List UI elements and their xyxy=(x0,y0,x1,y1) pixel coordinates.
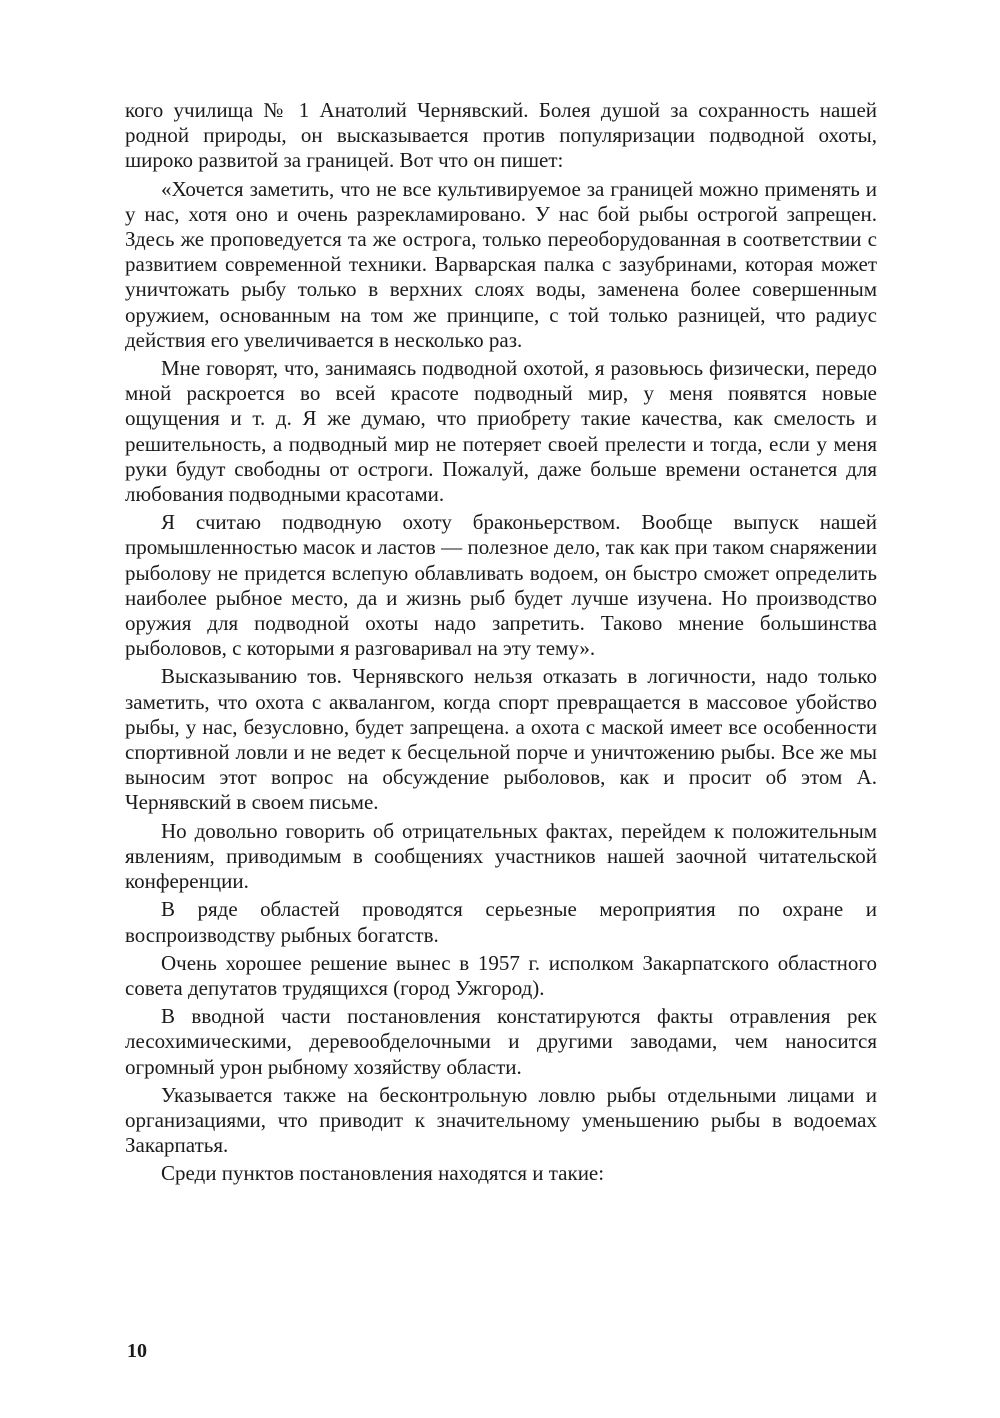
paragraph-8: Очень хорошее решение вынес в 1957 г. исполком Закарпатского областного совета депутатов трудящихся (город Ужгород). xyxy=(125,950,877,1000)
paragraph-2: «Хочется заметить, что не все культивируемое за границей можно применять и у нас, хотя оно и очень разрекламировано. У нас бой рыбы острогой запрещен. Здесь же проповедуется та же острога, только переоборудованная в соответствии с развитием современной техники. Варварская палка с зазубринами, которая может уничтожать рыбу только в верхних слоях воды, заменена более совершенным оружием, основанным на том же принципе, с той только разницей, что радиус действия его увеличивается в несколько раз. xyxy=(125,176,877,352)
paragraph-9: В вводной части постановления констатируются факты отравления рек лесохимическими, деревообделочными и другими заводами, чем наносится огромный урон рыбному хозяйству области. xyxy=(125,1004,877,1079)
paragraph-5: Высказыванию тов. Чернявского нельзя отказать в логичности, надо только заметить, что охота с аквалангом, когда спорт превращается в массовое убойство рыбы, у нас, безусловно, будет запрещена. а охота с маской имеет все особенности спортивной ловли и не ведет к бесцельной порче и уничтожению рыбы. Все же мы выносим этот вопрос на обсуждение рыболовов, как и просит об этом А. Чернявский в своем письме. xyxy=(125,664,877,815)
paragraph-11: Среди пунктов постановления находятся и такие: xyxy=(161,1161,605,1186)
paragraph-10: Указывается также на бесконтрольную ловлю рыбы отдельными лицами и организациями, что приводит к значительному уменьшению рыбы в водоемах Закарпатья. xyxy=(125,1082,877,1158)
page-number: 10 xyxy=(127,1340,147,1362)
paragraph-1: кого училища № 1 Анатолий Чернявский. Болея душой за сохранность нашей родной природы, он высказывается против популяризации подводной охоты, широко развитой за границей. Вот что он пишет: xyxy=(125,98,877,173)
page-body xyxy=(125,98,877,1190)
paragraph-6: Но довольно говорить об отрицательных фактах, перейдем к положительным явлениям, приводимым в сообщениях участников нашей заочной читательской конференции. xyxy=(125,818,877,894)
paragraph-4: Я считаю подводную охоту браконьерством. Вообще выпуск нашей промышленностью масок и ластов — полезное дело, так как при таком снаряжении рыболову не придется вслепую облавливать водоем, он быстро сможет определить наиболее рыбное место, да и жизнь рыб будет лучше изучена. Но производство оружия для подводной охоты надо запретить. Таково мнение большинства рыболовов, с которыми я разговаривал на эту тему». xyxy=(125,510,877,661)
paragraph-7: В ряде областей проводятся серьезные мероприятия по охране и воспроизводству рыбных богатств. xyxy=(125,897,877,947)
paragraph-3: Мне говорят, что, занимаясь подводной охотой, я разовьюсь физически, передо мной раскроется во всей красоте подводный мир, у меня появятся новые ощущения и т. д. Я же думаю, что приобрету такие качества, как смелость и решительность, а подводный мир не потеряет своей прелести и тогда, если у меня руки будут свободны от остроги. Пожалуй, даже больше времени останется для любования подводными красотами. xyxy=(125,356,877,507)
